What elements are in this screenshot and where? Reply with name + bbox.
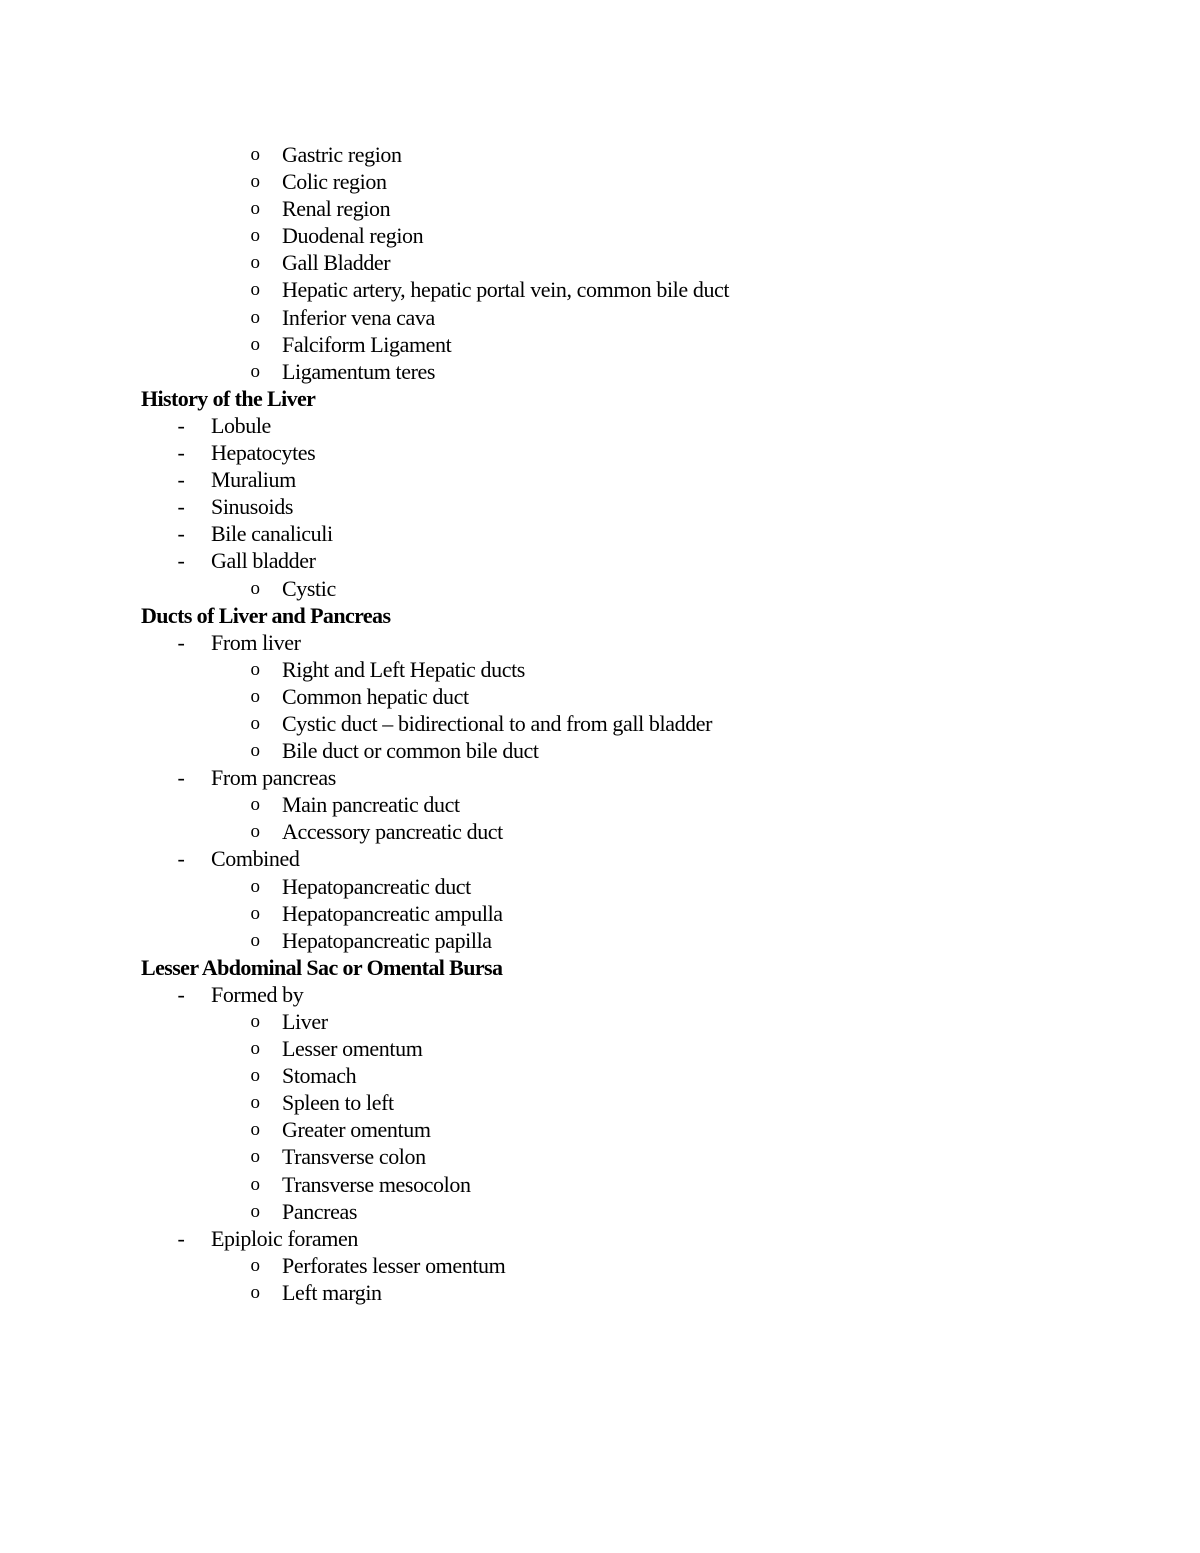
sub-list-item (0, 710, 1200, 737)
circle-bullet: o (250, 171, 260, 193)
section-heading: Ducts of Liver and Pancreas (141, 602, 391, 628)
sub-list-item (0, 1062, 1200, 1089)
circle-bullet: o (250, 1254, 260, 1276)
dash-bullet: - (177, 440, 185, 466)
sub-list-item (0, 1008, 1200, 1035)
sub-list-item (0, 1089, 1200, 1116)
list-item-text: Perforates lesser omentum (282, 1252, 506, 1278)
circle-bullet: o (250, 279, 260, 301)
circle-bullet: o (250, 685, 260, 707)
list-item-text: Hepatic artery, hepatic portal vein, common bile duct (282, 277, 730, 303)
sub-list-item (0, 791, 1200, 818)
list-item-text: Cystic (282, 575, 336, 601)
list-item (0, 439, 1200, 466)
dash-bullet: - (177, 412, 185, 438)
sub-list-item (0, 141, 1200, 168)
list-item-text: Lesser omentum (282, 1036, 423, 1062)
circle-bullet: o (250, 740, 260, 762)
dash-bullet: - (177, 494, 185, 520)
dash-bullet: - (177, 467, 185, 493)
circle-bullet: o (250, 1119, 260, 1141)
list-item-text: Common hepatic duct (282, 683, 469, 709)
list-item-text: Epiploic foramen (211, 1225, 358, 1251)
sub-list-item (0, 656, 1200, 683)
sub-list-item (0, 873, 1200, 900)
list-item (0, 412, 1200, 439)
list-item-text: Spleen to left (282, 1090, 394, 1116)
dash-bullet: - (177, 629, 185, 655)
list-item-text: Main pancreatic duct (282, 792, 460, 818)
list-item-text: Combined (211, 846, 300, 872)
list-item (0, 1225, 1200, 1252)
list-item-text: Greater omentum (282, 1117, 431, 1143)
circle-bullet: o (250, 1011, 260, 1032)
list-item-text: Hepatopancreatic papilla (282, 927, 492, 953)
list-item-text: Cystic duct – bidirectional to and from gall bladder (282, 710, 713, 736)
section-heading: Lesser Abdominal Sac or Omental Bursa (141, 954, 503, 980)
list-item-text: Hepatopancreatic duct (282, 873, 471, 899)
circle-bullet: o (250, 1065, 260, 1087)
list-item-text: Hepatopancreatic ampulla (282, 900, 503, 926)
circle-bullet: o (250, 144, 260, 165)
circle-bullet: o (250, 360, 260, 382)
circle-bullet: o (250, 794, 260, 816)
list-item (0, 629, 1200, 656)
sub-list-item (0, 195, 1200, 222)
section-heading: History of the Liver (141, 385, 316, 411)
circle-bullet: o (250, 1281, 260, 1303)
sub-list-item (0, 1116, 1200, 1143)
list-item-text: Muralium (211, 467, 296, 493)
dash-bullet: - (177, 521, 185, 547)
sub-list-item (0, 276, 1200, 303)
list-item (0, 466, 1200, 493)
circle-bullet: o (250, 929, 260, 951)
dash-bullet: - (177, 1225, 185, 1251)
document-page (0, 141, 1200, 1306)
dash-bullet: - (177, 548, 185, 574)
circle-bullet: o (250, 306, 260, 328)
sub-list-item (0, 1171, 1200, 1198)
sub-list-item (0, 1279, 1200, 1306)
circle-bullet: o (250, 198, 260, 220)
list-item-text: Renal region (282, 196, 391, 222)
circle-bullet: o (250, 577, 260, 599)
circle-bullet: o (250, 1038, 260, 1060)
list-item-text: Left margin (282, 1279, 382, 1305)
sub-list-item (0, 249, 1200, 276)
list-item-text: Transverse colon (282, 1144, 426, 1170)
sub-list-item (0, 1035, 1200, 1062)
sub-list-item (0, 358, 1200, 385)
list-item-text: From liver (211, 629, 301, 655)
sub-list-item (0, 168, 1200, 195)
dash-bullet: - (177, 765, 185, 791)
list-item-text: Duodenal region (282, 223, 424, 249)
list-item-text: Colic region (282, 169, 387, 195)
list-item-text: Gall Bladder (282, 250, 391, 276)
sub-list-item (0, 927, 1200, 954)
list-item (0, 547, 1200, 574)
circle-bullet: o (250, 712, 260, 734)
list-item-text: Gastric region (282, 142, 402, 167)
list-item-text: From pancreas (211, 765, 336, 791)
list-item-text: Falciform Ligament (282, 331, 452, 357)
circle-bullet: o (250, 875, 260, 897)
list-item-text: Liver (282, 1009, 328, 1034)
circle-bullet: o (250, 1200, 260, 1222)
sub-list-item (0, 1252, 1200, 1279)
list-item (0, 493, 1200, 520)
sub-list-item (0, 818, 1200, 845)
list-item-text: Bile duct or common bile duct (282, 738, 539, 764)
list-item-text: Lobule (211, 412, 271, 438)
circle-bullet: o (250, 225, 260, 247)
sub-list-item (0, 900, 1200, 927)
dash-bullet: - (177, 846, 185, 872)
list-item-text: Stomach (282, 1063, 357, 1089)
sub-list-item (0, 222, 1200, 249)
list-item (0, 520, 1200, 547)
circle-bullet: o (250, 821, 260, 843)
list-item-text: Ligamentum teres (282, 358, 436, 384)
list-item-text: Formed by (211, 981, 304, 1007)
circle-bullet: o (250, 902, 260, 924)
list-item (0, 981, 1200, 1008)
list-item-text: Inferior vena cava (282, 304, 435, 330)
sub-list-item (0, 331, 1200, 358)
dash-bullet: - (177, 981, 185, 1007)
list-item-text: Bile canaliculi (211, 521, 333, 547)
sub-list-item (0, 304, 1200, 331)
circle-bullet: o (250, 333, 260, 355)
sub-list-item (0, 683, 1200, 710)
list-item-text: Pancreas (282, 1198, 357, 1224)
sub-list-item (0, 1198, 1200, 1225)
list-item-text: Sinusoids (211, 494, 293, 520)
list-item-text: Accessory pancreatic duct (282, 819, 503, 845)
list-item-text: Right and Left Hepatic ducts (282, 656, 525, 682)
circle-bullet: o (250, 1173, 260, 1195)
circle-bullet: o (250, 252, 260, 274)
circle-bullet: o (250, 658, 260, 680)
list-item (0, 764, 1200, 791)
list-item-text: Hepatocytes (211, 440, 316, 466)
circle-bullet: o (250, 1146, 260, 1168)
list-item-text: Gall bladder (211, 548, 316, 574)
list-item (0, 845, 1200, 872)
list-item-text: Transverse mesocolon (282, 1171, 471, 1197)
sub-list-item (0, 737, 1200, 764)
sub-list-item (0, 575, 1200, 602)
circle-bullet: o (250, 1092, 260, 1114)
sub-list-item (0, 1143, 1200, 1170)
